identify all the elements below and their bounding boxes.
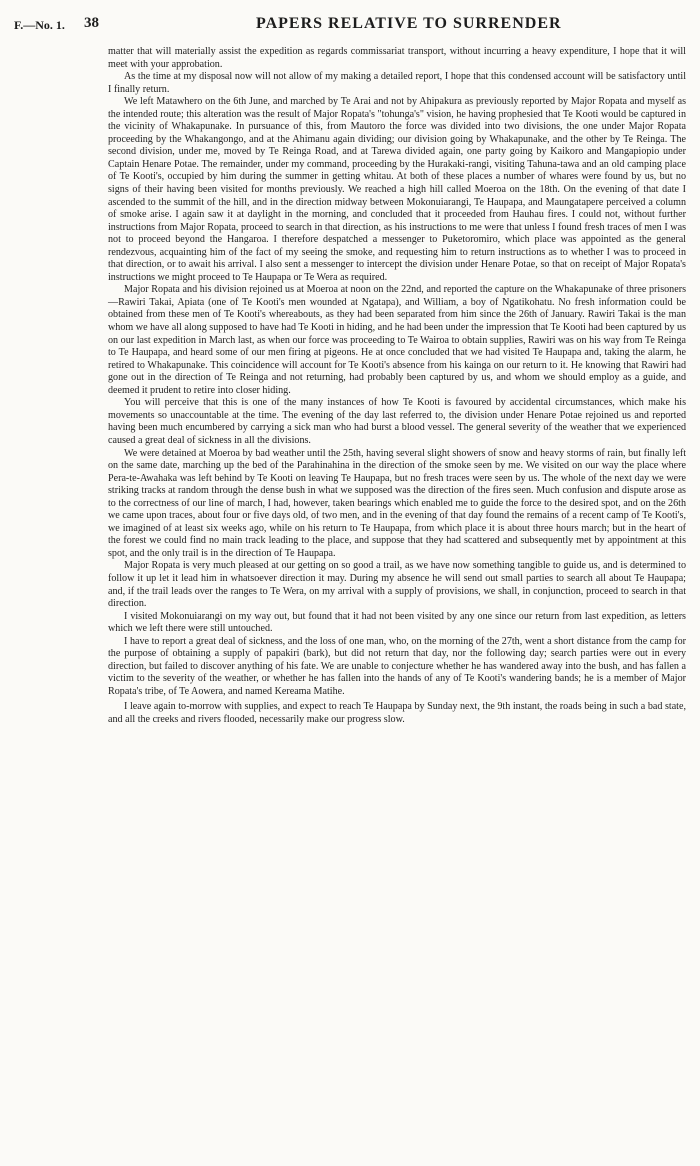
paragraph: I visited Mokonuiarangi on my way out, but found that it had not been visited by any one since our return from last expedition, as letters which we left there were still untouched. — [108, 610, 686, 635]
paragraph: I leave again to-morrow with supplies, and expect to reach Te Haupapa by Sunday next, the 9th instant, the roads being in such a bad state, and all the creeks and rivers flooded, necessarily make our progress slow. — [108, 701, 686, 725]
paragraph: As the time at my disposal now will not allow of my making a detailed report, I hope that this condensed account will be satisfactory until I finally return. — [108, 71, 686, 95]
running-title: PAPERS RELATIVE TO SURRENDER — [256, 15, 562, 32]
report-body — [108, 46, 686, 727]
paragraph: Major Ropata and his division rejoined us at Moeroa at noon on the 22nd, and reported the capture on the Whakapunake of three prisoners—Rawiri Takai, Apiata (one of Te Kooti's men wounded at Ngatapa), and William, a boy of Ngatikohatu. No fresh information could be obtained from these men of Te Kooti's whereabouts, as they had been separated from him since the 26th of January. Rawiri Takai is the man whom we have all along supposed to have had Te Kooti in hiding, and he had been under the impression that Te Kooti had been captured by us on our last expedition in March last, as when our force was proceeding to Te Wairoa to obtain supplies, Rawiri was on his way from Te Reinga to Te Haupapa, and heard some of our men firing at pigeons. He at once concluded that we had visited Te Haupapa and, taking the alarm, he retired to Whakapunake. This coincidence will account for Te Kooti's absence from his kainga on our return to it. He knowing that Rawiri had gone out in the direction of Te Reinga and not returning, had probably been captured by us, and whom we should employ as a guide, and deemed it prudent to retire into closer hiding. — [108, 284, 686, 396]
page-number: 38 — [84, 15, 99, 31]
document-reference: F.—No. 1. — [14, 18, 65, 32]
paragraph: I have to report a great deal of sickness, and the loss of one man, who, on the morning of the 27th, went a short distance from the camp for the purpose of obtaining a supply of papakiri (bark), but did not return that day, nor the following day; search parties were out in every direction, but failed to discover anything of his fate. We are unable to conjecture whether he has wandered away into the bush, and has fallen a victim to the severity of the weather, or whether he has fallen into the hands of any of Te Kooti's wandering bands; he is a member of Major Ropata's tribe, of Te Aowera, and named Kereama Matihe. — [108, 635, 686, 697]
paragraph: We left Matawhero on the 6th June, and marched by Te Arai and not by Ahipakura as previously reported by Major Ropata and myself as the intended route; this alteration was the result of Major Ropata's "tohunga's" vision, he having prophesied that Te Kooti would be captured in the vicinity of Whakapunake. In pursuance of this, from Mautoro the force was divided into two divisions, the one under Major Ropata proceeding by the Whakangongo, and at the Ahimanu again dividing; our division going by Whakapunake, and the other by Te Reinga. The second division, under me, moved by Te Reinga Road, and at Tarewa divided again, one party going by Kaikoro and Mangapiopio under Captain Henare Potae. The remainder, under my command, proceeding by the Hurakaki-rangi, visiting Tahuna-tawa and an old camping place of Te Kooti's, occupied by him during the summer in getting whitau. At both of these places a number of whares were found by us, but no signs of their having been visited for months previously. We reached a high hill called Moeroa on the 18th. On the evening of that date I ascended to the summit of the hill, and in the direction midway between Mokonuiarangi, Te Haupapa, and Maungatapere perceived a column of smoke arise. I again saw it at daylight in the morning, and concluded that it proceeded from Hauhau fires. I could not, without further instructions from Major Ropata, proceed to search in that direction, as his instructions to me were that unless I found fresh traces of men I was not to proceed beyond the Hangaroa. I therefore despatched a messenger to Puketoromiro, which place was appointed as the general rendezvous, acquainting him of the fact of my seeing the smoke, and requesting him to return instructions as to whether I was to proceed in that direction, or to await his arrival. I also sent a messenger to intercept the division under Henare Potae, so that on receipt of Major Ropata's instructions we might proceed to Te Haupapa or Te Wera as required. — [108, 96, 686, 283]
paragraph-continuation: matter that will materially assist the expedition as regards commissariat transport, without incurring a heavy expenditure, I hope that it will meet with your approbation. — [108, 46, 686, 70]
paragraph: We were detained at Moeroa by bad weather until the 25th, having several slight showers of snow and heavy storms of rain, but finally left on the same date, marching up the bed of the Parahinahina in the direction of the smoke seen by me. We visited on our way the place where Pera-te-Awahaka was left behind by Te Kooti on leaving Te Haupapa, but no fresh traces were seen by us. The whole of the next day we were striking tracks at random through the dense bush in what we supposed was the direction of the fires seen. Much confusion and dispute arose as to the correctness of our line of march, I had, however, taken bearings which enabled me to guide the force to the desired spot, and on the 26th we came upon traces, about four or five days old, of two men, and in the evening of that day found the remains of a recent camp of Te Kooti's, we imagined of at least six weeks ago, while on his return to Te Haupapa, from which place it is about three hours march; but in the heart of the forest we could find no main track leading to the place, and suppose that they had scattered and subsequently met by appointment at this spot, and the only trail is in the direction of Te Haupapa. — [108, 447, 686, 559]
paragraph: Major Ropata is very much pleased at our getting on so good a trail, as we have now something tangible to guide us, and is determined to follow it up let it lead him in whatsoever direction it may. During my absence he will send out small parties to search all about Te Haupapa; and, if the trail leads over the ranges to Te Wera, on my arrival with a supply of provisions, we shall, in conjunction, proceed to search in that direction. — [108, 560, 686, 610]
page-header — [14, 14, 686, 36]
paragraph: You will perceive that this is one of the many instances of how Te Kooti is favoured by accidental circumstances, which make his movements so unaccountable at the time. The evening of the day last referred to, the division under Henare Potae rejoined us and reported having been much encumbered by carrying a sick man who had burst a blood vessel. The general severity of the weather that we experienced caused a great deal of sickness in all the divisions. — [108, 397, 686, 446]
